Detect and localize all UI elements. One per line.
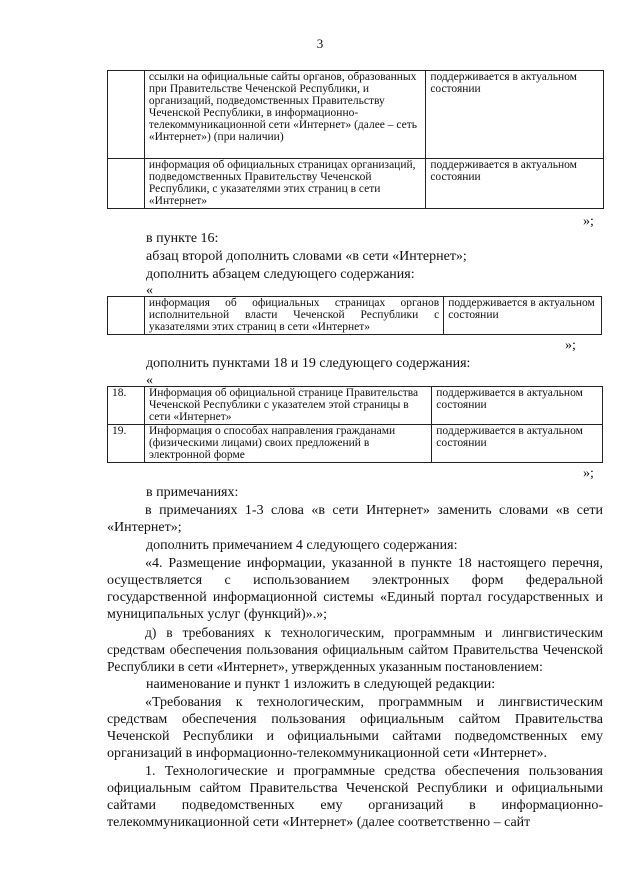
row-number: 18. bbox=[108, 387, 145, 425]
row-status: поддерживается в актуальном состоянии bbox=[444, 297, 602, 335]
table-row bbox=[108, 297, 602, 335]
opening-quote-2: « bbox=[146, 373, 153, 388]
row-status: поддерживается в актуальном состоянии bbox=[432, 425, 603, 463]
paragraph: «Требования к технологическим, программным и лингвистическим средствам обеспечения пользования официальным сайтом Правительства Чеченской Республики и официальными сайтами подведомственных ему организаций в информационно-телекоммуникационной сети «Интернет». bbox=[107, 695, 603, 761]
paragraph: в примечаниях 1-3 слова «в сети Интернет» заменить словами «в сети «Интернет»; bbox=[107, 503, 603, 535]
paragraph: д) в требованиях к технологическим, программным и лингвистическим средствам обеспечения пользования официальным сайтом Правительства Чеченской Республики в сети «Интернет», утвержденных указанным постановлением: bbox=[107, 625, 603, 674]
row-text: информация об официальных страницах организаций, подведомственных Правительству Чеченской Республики, с указателями этих страниц в сети «Интернет» bbox=[144, 159, 425, 209]
table-row bbox=[108, 425, 603, 463]
table-row bbox=[108, 387, 603, 425]
paragraph: «4. Размещение информации, указанной в пункте 18 настоящего перечня, осуществляется с использованием электронных форм федеральной государственной информационной системы «Единый портал государственных и муниципальных услуг (функций)».»; bbox=[107, 556, 603, 622]
text-line: абзац второй дополнить словами «в сети «Интернет»; bbox=[146, 249, 467, 264]
services-table-3 bbox=[107, 386, 603, 463]
row-number: 19. bbox=[108, 425, 145, 463]
table-row bbox=[108, 71, 604, 159]
paragraph: 1. Технологические и программные средства обеспечения пользования официальным сайтом Правительства Чеченской Республики и официальными сайтами подведомственных ему организаций в информационно-телекоммуникационной сети «Интернет» (далее соответственно – сайт bbox=[107, 764, 603, 830]
row-text: ссылки на официальные сайты органов, образованных при Правительстве Чеченской Республики, и организаций, подведомственных Правительству Чеченской Республики, в информационно-телекоммуникационной сети «Интернет» (далее – сеть «Интернет») (при наличии) bbox=[144, 71, 425, 159]
row-status: поддерживается в актуальном состоянии bbox=[432, 387, 603, 425]
table-row bbox=[108, 159, 604, 209]
text-line: дополнить абзацем следующего содержания: bbox=[146, 267, 415, 282]
text-line: в примечаниях: bbox=[146, 485, 239, 500]
services-table-2 bbox=[107, 296, 602, 335]
row-text: Информация об официальной странице Правительства Чеченской Республики с указателем этой страницы в сети «Интернет» bbox=[144, 387, 431, 425]
closing-quote-1: »; bbox=[583, 214, 594, 229]
services-table-1 bbox=[107, 70, 604, 209]
row-text: информация об официальных страницах органов исполнительной власти Чеченской Республики с указателями этих страниц в сети «Интернет» bbox=[144, 297, 443, 335]
row-number bbox=[108, 71, 145, 159]
text-line: наименование и пункт 1 изложить в следующей редакции: bbox=[146, 677, 496, 692]
page-number: 3 bbox=[316, 36, 324, 51]
row-text: Информация о способах направления гражданами (физическими лицами) своих предложений в электронной форме bbox=[144, 425, 431, 463]
opening-quote-1: « bbox=[146, 283, 153, 298]
row-number bbox=[108, 159, 145, 209]
closing-quote-3: »; bbox=[583, 466, 594, 481]
text-line: дополнить пунктами 18 и 19 следующего содержания: bbox=[146, 356, 471, 371]
closing-quote-2: »; bbox=[565, 338, 576, 353]
row-status: поддерживается в актуальном состоянии bbox=[426, 71, 604, 159]
row-status: поддерживается в актуальном состоянии bbox=[426, 159, 604, 209]
text-line: дополнить примечанием 4 следующего содержания: bbox=[146, 538, 458, 553]
row-number bbox=[108, 297, 145, 335]
text-line: в пункте 16: bbox=[146, 231, 219, 246]
